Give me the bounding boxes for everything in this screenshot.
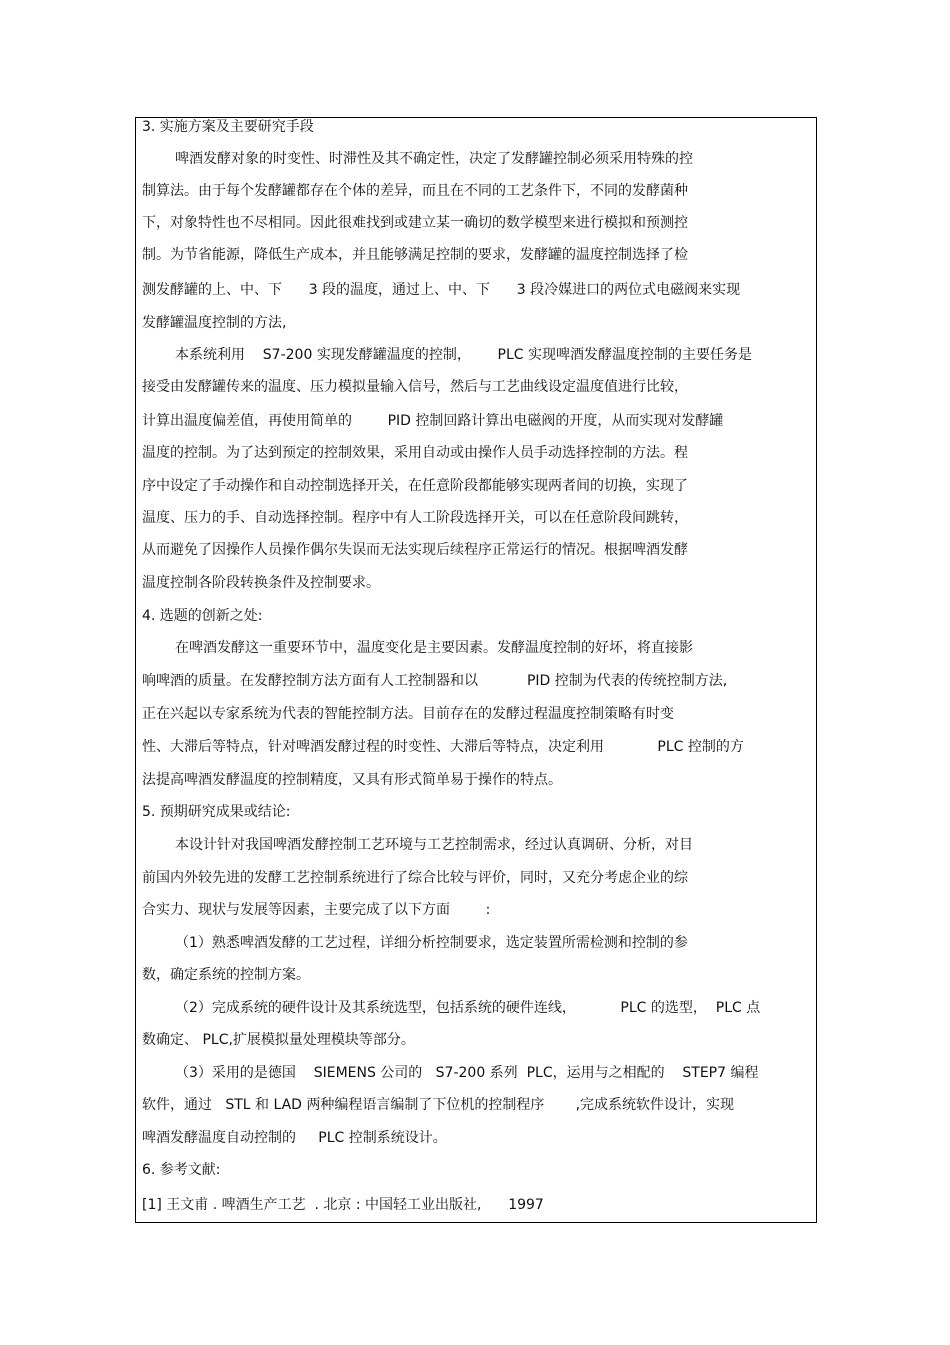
text-line: 法提高啤酒发酵温度的控制精度，又具有形式简单易于操作的特点。 [142,772,562,788]
text-line: （1）熟悉啤酒发酵的工艺过程，详细分析控制要求，选定装置所需检测和控制的参 [175,935,688,951]
text-line: 数确定、 PLC,扩展模拟量处理模块等部分。 [142,1032,415,1048]
text-line: 制。为节省能源，降低生产成本，并且能够满足控制的要求，发酵罐的温度控制选择了检 [142,247,688,263]
text-line: （3）采用的是德国 SIEMENS 公司的 S7-200 系列 PLC，运用与之相配的 STEP7 编程 [175,1065,759,1081]
text-line: 响啤酒的质量。在发酵控制方法方面有人工控制器和以 PID 控制为代表的传统控制方法, [142,673,728,689]
text-line: 性、大滞后等特点，针对啤酒发酵过程的时变性、大滞后等特点，决定利用 PLC 控制的方 [142,739,744,755]
text-line: 温度、压力的手、自动选择控制。程序中有人工阶段选择开关，可以在任意阶段间跳转， [142,510,688,526]
text-line: 本设计针对我国啤酒发酵控制工艺环境与工艺控制需求，经过认真调研、分析，对目 [175,837,693,853]
text-line: 啤酒发酵温度自动控制的 PLC 控制系统设计。 [142,1130,447,1146]
text-line: 4. 选题的创新之处: [142,608,263,624]
text-line: 测发酵罐的上、中、下 3 段的温度，通过上、中、下 3 段冷媒进口的两位式电磁阀来实现 [142,282,741,298]
text-line: 制算法。由于每个发酵罐都存在个体的差异，而且在不同的工艺条件下，不同的发酵菌种 [142,183,688,199]
text-line: 3. 实施方案及主要研究手段 [142,119,314,135]
text-line: 合实力、现状与发展等因素，主要完成了以下方面 : [142,902,491,918]
text-line: 温度控制各阶段转换条件及控制要求。 [142,575,380,591]
text-line: 发酵罐温度控制的方法, [142,315,287,331]
text-line: 啤酒发酵对象的时变性、时滞性及其不确定性，决定了发酵罐控制必须采用特殊的控 [175,151,693,167]
text-line: 温度的控制。为了达到预定的控制效果，采用自动或由操作人员手动选择控制的方法。程 [142,445,688,461]
text-line: 正在兴起以专家系统为代表的智能控制方法。目前存在的发酵过程温度控制策略有时变 [142,706,674,722]
text-line: 数，确定系统的控制方案。 [142,967,310,983]
text-line: 6. 参考文献: [142,1162,221,1178]
text-line: 前国内外较先进的发酵工艺控制系统进行了综合比较与评价，同时，又充分考虑企业的综 [142,870,688,886]
text-line: （2）完成系统的硬件设计及其系统选型，包括系统的硬件连线， PLC 的选型， PLC 点 [175,1000,761,1016]
text-line: 计算出温度偏差值，再使用简单的 PID 控制回路计算出电磁阀的开度，从而实现对发酵罐 [142,413,724,429]
text-line: 从而避免了因操作人员操作偶尔失误而无法实现后续程序正常运行的情况。根据啤酒发酵 [142,542,688,558]
text-line: 5. 预期研究成果或结论: [142,804,291,820]
text-line: 序中设定了手动操作和自动控制选择开关，在任意阶段都能够实现两者间的切换，实现了 [142,478,688,494]
text-line: 本系统利用 S7-200 实现发酵罐温度的控制， PLC 实现啤酒发酵温度控制的主要任务是 [175,347,752,363]
text-line: 软件，通过 STL 和 LAD 两种编程语言编制了下位机的控制程序 ,完成系统软件设计，实现 [142,1097,735,1113]
text-line: 在啤酒发酵这一重要环节中，温度变化是主要因素。发酵温度控制的好坏，将直接影 [175,640,693,656]
text-line: [1] 王文甫 . 啤酒生产工艺 . 北京 : 中国轻工业出版社, 1997 [142,1197,544,1213]
text-line: 接受由发酵罐传来的温度、压力模拟量输入信号，然后与工艺曲线设定温度值进行比较， [142,379,688,395]
text-line: 下，对象特性也不尽相同。因此很难找到或建立某一确切的数学模型来进行模拟和预测控 [142,215,688,231]
